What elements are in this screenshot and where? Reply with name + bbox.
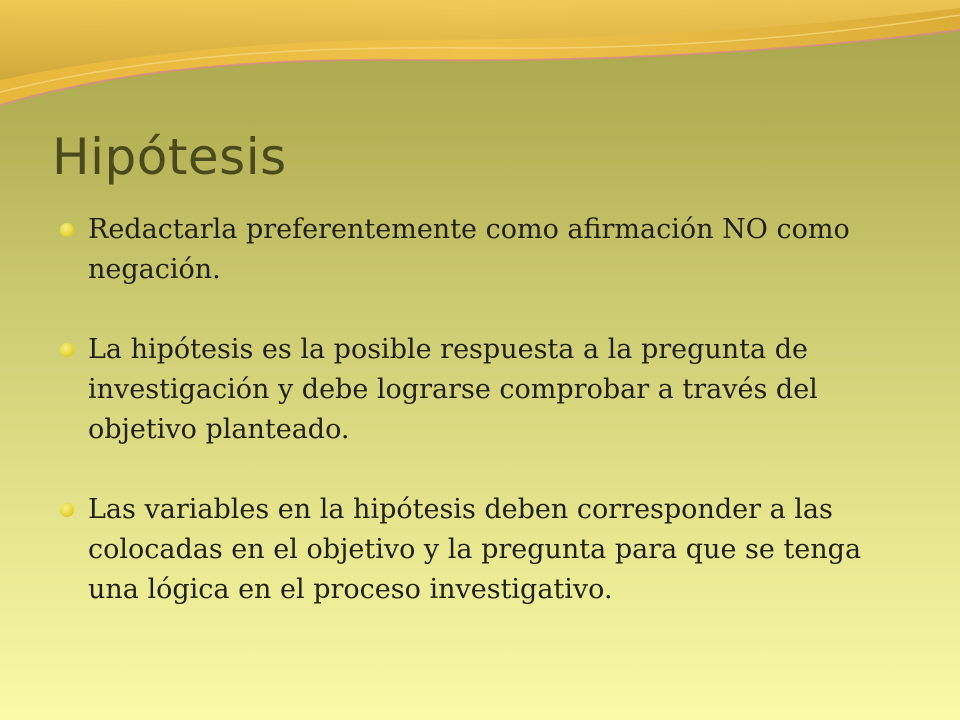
bullet-dot-icon [60, 223, 74, 237]
decorative-top-wave [0, 0, 960, 130]
bullet-text: Redactarla preferentemente como afirmación NO como negación. [88, 214, 850, 285]
slide-title: Hipótesis [52, 128, 287, 186]
bullet-dot-icon [60, 503, 74, 517]
bullet-text: Las variables en la hipótesis deben corresponder a las colocadas en el objetivo y la pregunta para que se tenga una lógica en el proceso investigativo. [88, 494, 862, 605]
bullet-dot-icon [60, 343, 74, 357]
bullet-text: La hipótesis es la posible respuesta a la pregunta de investigación y debe lograrse comprobar a través del objetivo planteado. [88, 334, 818, 445]
bullet-item [60, 210, 920, 290]
bullet-item [60, 330, 920, 450]
bullet-list [60, 210, 920, 610]
bullet-item [60, 490, 920, 610]
